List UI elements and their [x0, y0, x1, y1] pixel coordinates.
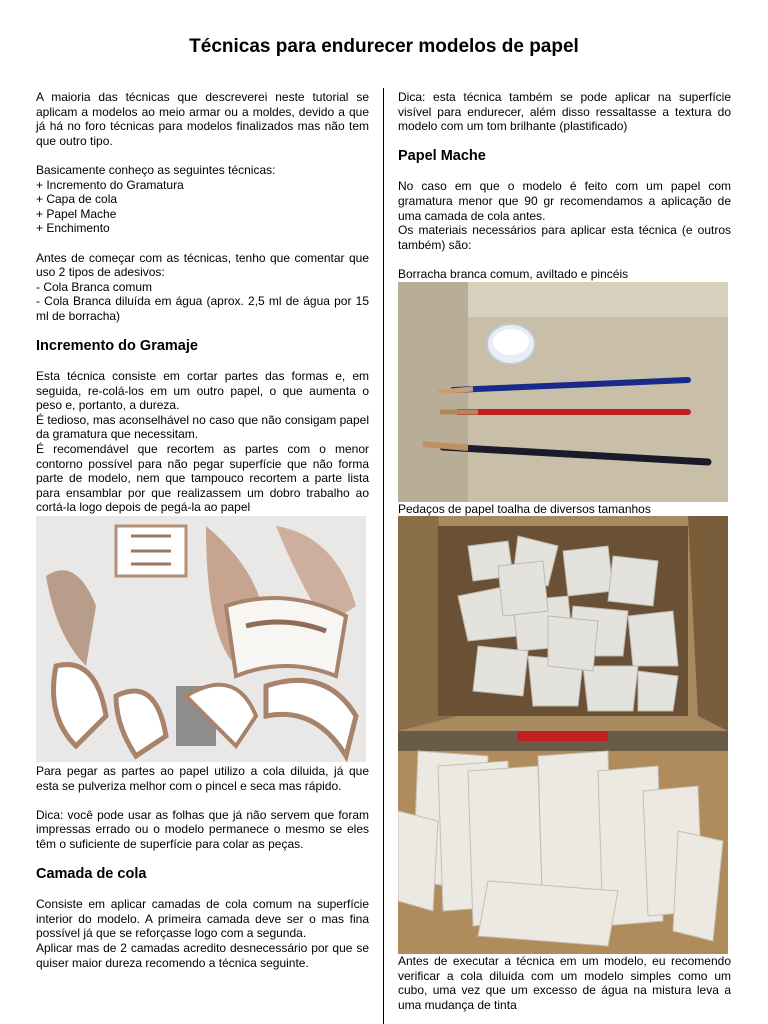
techniques-intro: Basicamente conheço as seguintes técnicas: — [36, 162, 276, 177]
materials-photo — [398, 282, 728, 502]
left-column — [36, 90, 369, 970]
adhesive-item: - Cola Branca diluída em água (aprox. 2,5 ml de água por 15 ml de borracha) — [36, 294, 369, 323]
right-column — [398, 90, 731, 1013]
adhesive-item: - Cola Branca comum — [36, 279, 153, 294]
page-title: Técnicas para endurecer modelos de papel — [189, 36, 579, 57]
paper-towel-strips-image — [398, 731, 728, 954]
camada-paragraph-1: Consiste em aplicar camadas de cola comum na superfície interior do modelo. A primeira camada deve ser o mas fina possível já que se reforçasse logo com a segunda. — [36, 897, 369, 941]
materials-caption: Borracha branca comum, aviltado e pincéis — [398, 266, 629, 281]
towel-pieces-box-photo — [398, 516, 728, 731]
technique-item: + Enchimento — [36, 221, 110, 236]
towel-pieces-caption: Pedaços de papel toalha de diversos tamanhos — [398, 501, 651, 516]
mache-paragraph-2: Os materiais necessários para aplicar esta técnica (e outros também) são: — [398, 223, 731, 252]
tip-paragraph-left: Dica: você pode usar as folhas que já não servem que foram impressas errado ou o modelo permanece o mesmo se eles têm o suficiente de superfície para colar as peças. — [36, 807, 369, 851]
camada-paragraph-2: Aplicar mas de 2 camadas acredito desnecessário por que se quiser maior dureza recomendo a técnica seguinte. — [36, 940, 369, 970]
section-heading-papel-mache: Papel Mache — [398, 148, 486, 165]
test-advice-caption: Antes de executar a técnica em um modelo, eu recomendo verificar a cola diluida com um modelo simples como um cubo, uma vez que um excesso de água na mistura leva a uma mudança de tinta — [398, 954, 731, 1012]
adhesives-intro: Antes de começar com as técnicas, tenho que comentar que uso 2 tipos de adesivos: — [36, 250, 369, 280]
gramaje-paragraph-1: Esta técnica consiste em cortar partes das formas e, em seguida, re-colá-los em um outro papel, o que aumenta o peso e, portanto, a dureza. — [36, 369, 369, 413]
techniques-list — [36, 163, 369, 236]
technique-item: + Incremento do Gramatura — [36, 177, 184, 192]
paper-parts-caption: Para pegar as partes ao papel utilizo a cola diluida, já que esta se pulveriza melhor com o pincel e seca mas rápido. — [36, 764, 369, 793]
towel-strips-photo — [398, 731, 728, 954]
section-heading-camada: Camada de cola — [36, 866, 147, 883]
tip-paragraph-right: Dica: esta técnica também se pode aplicar na superfície visível para endurecer, além disso ressaltasse a textura do modelo com um tom brilhante (plastificado) — [398, 90, 731, 134]
intro-paragraph: A maioria das técnicas que descreverei neste tutorial se aplicam a modelos ao meio armar ou a moldes, devido a que já há no foro técnicas para modelos finalizados mas não tem que outro tipo. — [36, 90, 369, 148]
mache-paragraph-1: No caso em que o modelo é feito com um papel com gramatura menor que 90 gr recomendamos a aplicação de uma camada de cola antes. — [398, 179, 731, 223]
brushes-and-glue-image — [398, 282, 728, 502]
paper-parts-image — [36, 516, 366, 762]
gramaje-paragraph-2: É tedioso, mas aconselhável no caso que não consigam papel da gramatura que necessitam. — [36, 412, 369, 442]
paper-parts-photo — [36, 516, 366, 762]
gramaje-paragraph-3: É recomendável que recortem as partes com o menor contorno possível para não pegar superfície que não forma parte de modelo, nem que tampouco recortem a parte lista para ensamblar por que realizassem um dobro trabalho ao cortá-la logo depois de pegá-la ao papel — [36, 442, 369, 515]
technique-item: + Capa de cola — [36, 192, 118, 207]
paper-towel-pieces-image — [398, 516, 728, 731]
adhesives-list — [36, 251, 369, 324]
technique-item: + Papel Mache — [36, 206, 117, 221]
section-heading-gramaje: Incremento do Gramaje — [36, 338, 198, 355]
column-divider — [383, 88, 384, 1024]
